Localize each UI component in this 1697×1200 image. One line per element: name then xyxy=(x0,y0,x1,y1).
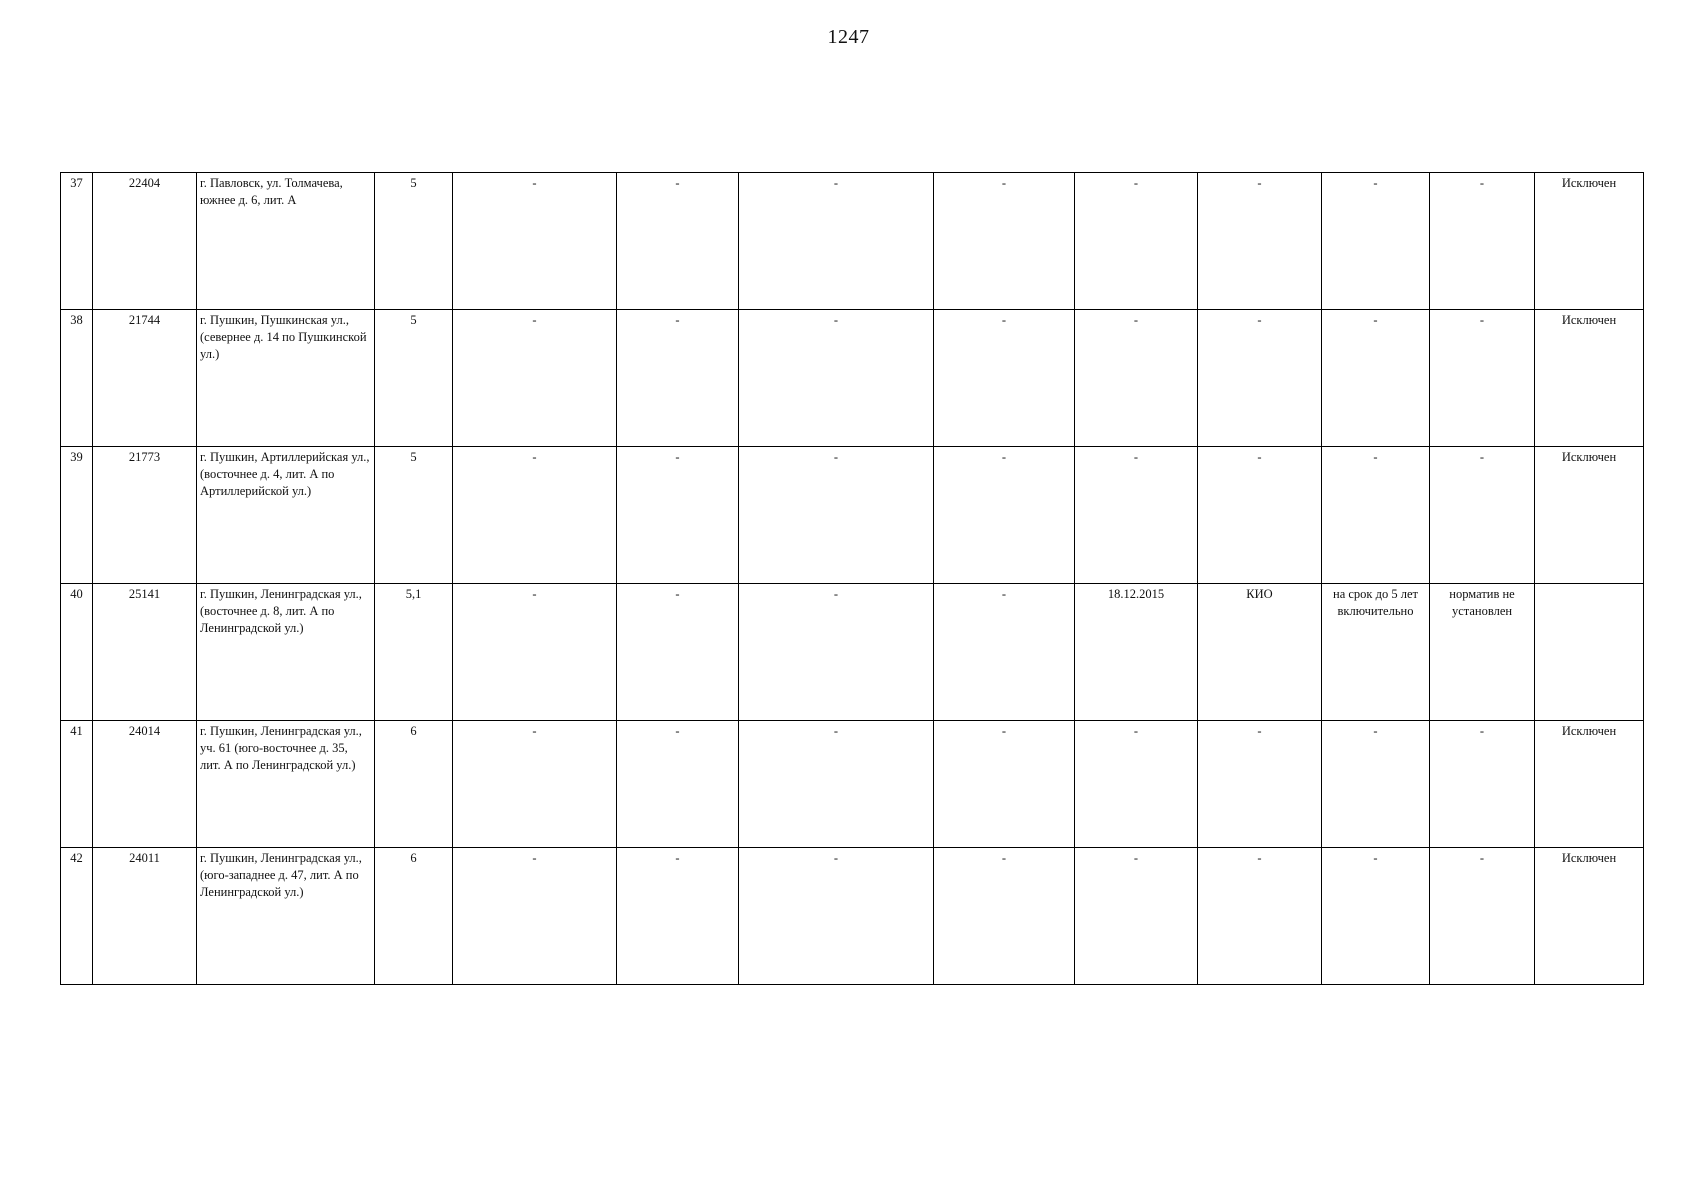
cell-norm: - xyxy=(1430,310,1535,447)
cell-code: 24011 xyxy=(93,848,197,985)
cell-address: г. Павловск, ул. Толмачева, южнее д. 6, лит. А xyxy=(197,173,375,310)
cell-date: - xyxy=(1075,447,1198,584)
cell-col6: - xyxy=(617,584,739,721)
cell-norm: норматив не установлен xyxy=(1430,584,1535,721)
table-row xyxy=(61,310,1644,447)
cell-date: 18.12.2015 xyxy=(1075,584,1198,721)
cell-number: 41 xyxy=(61,721,93,848)
cell-number: 37 xyxy=(61,173,93,310)
cell-col5: - xyxy=(453,584,617,721)
cell-col7: - xyxy=(739,584,934,721)
cell-col5: - xyxy=(453,447,617,584)
cell-date: - xyxy=(1075,310,1198,447)
cell-address: г. Пушкин, Ленинградская ул., (юго-западнее д. 47, лит. А по Ленинградской ул.) xyxy=(197,848,375,985)
cell-authority: КИО xyxy=(1198,584,1322,721)
cell-code: 24014 xyxy=(93,721,197,848)
cell-zone: 6 xyxy=(375,721,453,848)
cell-col7: - xyxy=(739,173,934,310)
cell-norm: - xyxy=(1430,173,1535,310)
cell-status xyxy=(1535,584,1644,721)
cell-address: г. Пушкин, Ленинградская ул., (восточнее д. 8, лит. А по Ленинградской ул.) xyxy=(197,584,375,721)
cell-number: 42 xyxy=(61,848,93,985)
cell-term: - xyxy=(1322,721,1430,848)
cell-col7: - xyxy=(739,848,934,985)
cell-col8: - xyxy=(934,848,1075,985)
cell-authority: - xyxy=(1198,447,1322,584)
cell-col5: - xyxy=(453,848,617,985)
cell-term: на срок до 5 лет включительно xyxy=(1322,584,1430,721)
cell-norm: - xyxy=(1430,447,1535,584)
cell-term: - xyxy=(1322,848,1430,985)
cell-col6: - xyxy=(617,310,739,447)
cell-address: г. Пушкин, Артиллерийская ул., (восточнее д. 4, лит. А по Артиллерийской ул.) xyxy=(197,447,375,584)
cell-col8: - xyxy=(934,173,1075,310)
registry-table xyxy=(60,172,1644,985)
table-row xyxy=(61,848,1644,985)
cell-term: - xyxy=(1322,173,1430,310)
cell-col8: - xyxy=(934,447,1075,584)
cell-zone: 5 xyxy=(375,447,453,584)
cell-address: г. Пушкин, Пушкинская ул., (севернее д. 14 по Пушкинской ул.) xyxy=(197,310,375,447)
cell-col5: - xyxy=(453,721,617,848)
cell-authority: - xyxy=(1198,173,1322,310)
cell-zone: 6 xyxy=(375,848,453,985)
cell-authority: - xyxy=(1198,848,1322,985)
cell-col7: - xyxy=(739,721,934,848)
cell-col6: - xyxy=(617,721,739,848)
cell-col7: - xyxy=(739,447,934,584)
cell-authority: - xyxy=(1198,310,1322,447)
cell-status: Исключен xyxy=(1535,173,1644,310)
page-number: 1247 xyxy=(827,26,870,48)
cell-address: г. Пушкин, Ленинградская ул., уч. 61 (юго-восточнее д. 35, лит. А по Ленинградской ул.) xyxy=(197,721,375,848)
cell-zone: 5 xyxy=(375,173,453,310)
cell-number: 40 xyxy=(61,584,93,721)
cell-col5: - xyxy=(453,310,617,447)
cell-norm: - xyxy=(1430,721,1535,848)
cell-date: - xyxy=(1075,721,1198,848)
cell-col6: - xyxy=(617,848,739,985)
cell-code: 25141 xyxy=(93,584,197,721)
cell-number: 38 xyxy=(61,310,93,447)
cell-col8: - xyxy=(934,584,1075,721)
cell-status: Исключен xyxy=(1535,848,1644,985)
cell-zone: 5 xyxy=(375,310,453,447)
cell-term: - xyxy=(1322,310,1430,447)
cell-term: - xyxy=(1322,447,1430,584)
table-row xyxy=(61,173,1644,310)
cell-col8: - xyxy=(934,310,1075,447)
cell-status: Исключен xyxy=(1535,310,1644,447)
cell-code: 22404 xyxy=(93,173,197,310)
cell-authority: - xyxy=(1198,721,1322,848)
cell-code: 21773 xyxy=(93,447,197,584)
cell-col6: - xyxy=(617,173,739,310)
cell-date: - xyxy=(1075,848,1198,985)
cell-status: Исключен xyxy=(1535,721,1644,848)
cell-norm: - xyxy=(1430,848,1535,985)
table-row xyxy=(61,584,1644,721)
cell-col5: - xyxy=(453,173,617,310)
cell-code: 21744 xyxy=(93,310,197,447)
cell-date: - xyxy=(1075,173,1198,310)
cell-col8: - xyxy=(934,721,1075,848)
table-row xyxy=(61,721,1644,848)
table-row xyxy=(61,447,1644,584)
cell-col7: - xyxy=(739,310,934,447)
cell-status: Исключен xyxy=(1535,447,1644,584)
cell-zone: 5,1 xyxy=(375,584,453,721)
cell-col6: - xyxy=(617,447,739,584)
cell-number: 39 xyxy=(61,447,93,584)
